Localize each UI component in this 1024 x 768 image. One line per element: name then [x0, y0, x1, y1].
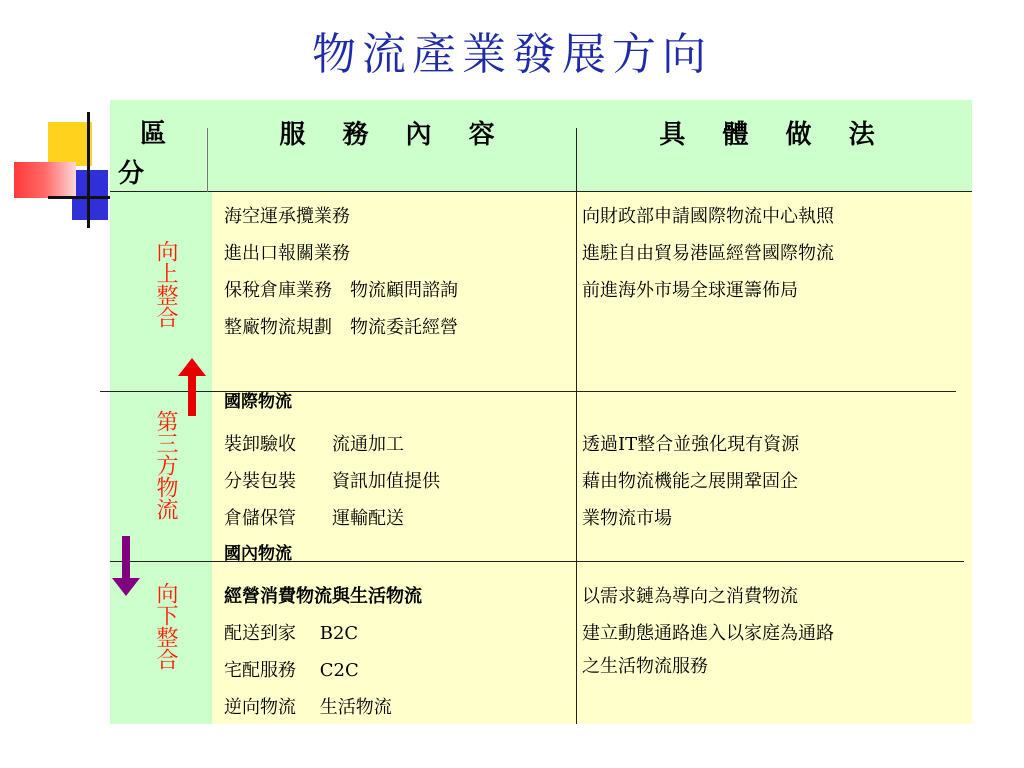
intl-service-4: 整廠物流規劃 物流委託經營: [224, 317, 458, 338]
consumer-method-1: 以需求鏈為導向之消費物流: [582, 586, 798, 607]
header-category-line1: 區: [140, 119, 167, 149]
consumer-method-2: 建立動態通路進入以家庭為通路: [582, 623, 834, 644]
header-divider: [110, 191, 972, 192]
intl-method-1: 向財政部申請國際物流中心執照: [582, 206, 834, 227]
consumer-service-1: 配送到家 B2C: [224, 623, 359, 644]
side-label-third-party-logistics: 第三方物流: [153, 410, 178, 520]
column-divider-2: [576, 128, 577, 724]
decor-red-square: [14, 162, 76, 198]
column-divider-1: [207, 128, 208, 192]
domestic-service-2: 分裝包裝 資訊加值提供: [224, 471, 440, 492]
intl-method-2: 進駐自由貿易港區經營國際物流: [582, 243, 834, 264]
header-practice: 具 體 做 法: [659, 120, 889, 150]
header-service-content: 服 務 內 容: [279, 120, 509, 150]
intl-service-1: 海空運承攬業務: [224, 206, 350, 227]
page-title: 物流產業發展方向: [312, 29, 712, 80]
domestic-heading: 國內物流: [224, 544, 292, 564]
side-label-downward-integration: 向下整合: [153, 582, 178, 670]
side-label-upward-integration: 向上整合: [153, 240, 178, 328]
domestic-method-1: 透過IT整合並強化現有資源: [582, 434, 800, 455]
decor-yellow-square: [48, 122, 92, 166]
consumer-service-3: 逆向物流 生活物流: [224, 697, 392, 718]
intl-service-2: 進出口報關業務: [224, 243, 350, 264]
consumer-method-3: 之生活物流服務: [582, 656, 708, 677]
arrow-down-icon: [112, 536, 140, 596]
intl-heading: 國際物流: [224, 392, 292, 412]
domestic-method-2: 藉由物流機能之展開鞏固企: [582, 471, 798, 492]
header-category: [118, 114, 188, 194]
decor-horizontal-line: [48, 196, 112, 199]
header-category-line2: 分: [118, 159, 145, 189]
decor-vertical-line: [87, 112, 90, 228]
domestic-service-3: 倉儲保管 運輸配送: [224, 508, 404, 529]
arrow-up-icon: [178, 358, 206, 416]
domestic-method-3: 業物流市場: [582, 508, 672, 529]
consumer-heading: 經營消費物流與生活物流: [224, 586, 422, 607]
intl-service-3: 保稅倉庫業務 物流顧問諮詢: [224, 280, 458, 301]
domestic-service-1: 裝卸驗收 流通加工: [224, 434, 404, 455]
consumer-service-2: 宅配服務 C2C: [224, 660, 359, 681]
decor-blue-square: [72, 170, 108, 220]
intl-method-3: 前進海外市場全球運籌佈局: [582, 280, 798, 301]
